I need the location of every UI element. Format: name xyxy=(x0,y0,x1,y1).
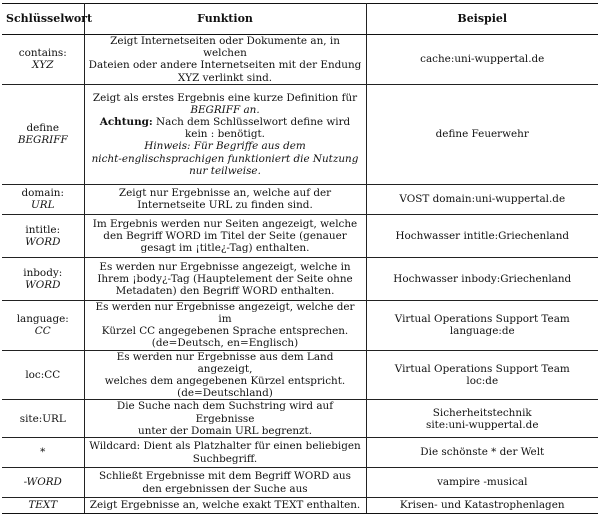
function-text: gesagt im ¡title¿-Tag) enthalten. xyxy=(140,241,310,254)
keyword-param: WORD xyxy=(25,278,61,291)
keyword-text: -WORD xyxy=(23,476,62,489)
example-text: Die schönste * der Welt xyxy=(420,446,545,459)
function-text: welches dem angegebenen Kürzel entspricht. xyxy=(104,375,346,388)
example-text: language:de xyxy=(449,325,515,338)
keyword-text: define xyxy=(26,122,60,135)
function-text: Es werden nur Ergebnisse angezeigt, welche in xyxy=(99,260,351,273)
example-cell xyxy=(366,350,598,400)
keyword-text: language: xyxy=(16,313,69,326)
keyword-text: contains: xyxy=(18,47,67,60)
function-text: Zeigt Internetseiten oder Dokumente an, in welchen xyxy=(110,35,340,60)
keyword-cell xyxy=(2,214,84,257)
function-text: Internetseite URL zu finden sind. xyxy=(137,199,313,212)
function-text: Suchbegriff. xyxy=(192,452,258,465)
function-text: kein : benötigt. xyxy=(185,128,265,141)
table-row xyxy=(2,35,598,85)
function-hint: Hinweis: Für Begriffe aus dem xyxy=(144,140,306,153)
function-cell xyxy=(84,214,366,257)
example-cell xyxy=(366,438,598,468)
function-cell xyxy=(84,257,366,300)
table-row xyxy=(2,84,598,184)
keyword-text: loc:CC xyxy=(25,368,61,381)
keyword-cell xyxy=(2,468,84,498)
function-text: Die Suche nach dem Suchstring wird auf Ergebnisse xyxy=(116,400,334,425)
function-cell xyxy=(84,438,366,468)
function-text: Ihrem ¡body¿-Tag (Hauptelement der Seite ohne xyxy=(97,272,353,285)
header-example: Beispiel xyxy=(366,4,598,35)
keyword-cell xyxy=(2,400,84,438)
example-cell xyxy=(366,300,598,350)
example-text: Sicherheitstechnik xyxy=(432,406,532,419)
example-text: Krisen- und Katastrophenlagen xyxy=(399,499,565,512)
table-row xyxy=(2,257,598,300)
example-text: cache:uni-wuppertal.de xyxy=(420,53,545,66)
example-cell xyxy=(366,498,598,514)
keyword-text: * xyxy=(40,446,46,459)
function-text: Kürzel CC angegebenen Sprache entsprechen. xyxy=(101,325,349,338)
function-cell xyxy=(84,498,366,514)
function-text: Schließt Ergebnisse mit dem Begriff WORD aus xyxy=(99,470,351,483)
example-text: Virtual Operations Support Team xyxy=(394,313,570,326)
keyword-table xyxy=(2,3,598,514)
example-cell xyxy=(366,468,598,498)
function-text: Zeigt Ergebnisse an, welche exakt TEXT enthalten. xyxy=(89,499,361,512)
example-cell xyxy=(366,214,598,257)
keyword-cell xyxy=(2,35,84,85)
keyword-param: BEGRIFF xyxy=(17,134,68,147)
example-cell xyxy=(366,257,598,300)
function-cell xyxy=(84,400,366,438)
table-row xyxy=(2,184,598,214)
function-text: (de=Deutsch, en=Englisch) xyxy=(151,337,299,350)
function-cell xyxy=(84,35,366,85)
keyword-cell xyxy=(2,184,84,214)
keyword-cell xyxy=(2,300,84,350)
function-text: Wildcard: Dient als Platzhalter für einen beliebigen xyxy=(89,440,361,453)
table-row xyxy=(2,438,598,468)
example-cell xyxy=(366,184,598,214)
keyword-param: WORD xyxy=(25,235,61,248)
header-keyword: Schlüsselwort xyxy=(2,4,84,35)
keyword-cell xyxy=(2,350,84,400)
keyword-text: inbody: xyxy=(23,266,63,279)
function-cell xyxy=(84,84,366,184)
keyword-cell xyxy=(2,84,84,184)
function-cell xyxy=(84,350,366,400)
function-text: Dateien oder andere Internetseiten mit der Endung xyxy=(88,59,362,72)
table-header-row xyxy=(2,4,598,35)
example-cell xyxy=(366,400,598,438)
function-text: Im Ergebnis werden nur Seiten angezeigt, welche xyxy=(92,217,358,230)
function-cell xyxy=(84,184,366,214)
example-text: loc:de xyxy=(466,375,499,388)
function-warning xyxy=(89,116,362,128)
function-text: Es werden nur Ergebnisse angezeigt, welche der im xyxy=(95,300,355,326)
warning-label: Achtung: xyxy=(99,116,153,128)
function-text: (de=Deutschland) xyxy=(177,387,273,400)
table-row xyxy=(2,498,598,514)
function-hint: nur teilweise. xyxy=(189,164,261,177)
function-text: Zeigt nur Ergebnisse an, welche auf der xyxy=(118,187,332,200)
function-text: XYZ verlinkt sind. xyxy=(177,71,273,84)
table-row xyxy=(2,400,598,438)
example-text: Virtual Operations Support Team xyxy=(394,362,570,375)
function-text: den Begriff WORD im Titel der Seite (genauer xyxy=(103,229,347,242)
example-text: vampire -musical xyxy=(437,476,528,489)
example-text: define Feuerwehr xyxy=(435,128,529,141)
keyword-text: site:URL xyxy=(19,412,66,425)
function-text: unter der Domain URL begrenzt. xyxy=(138,424,312,437)
keyword-param: URL xyxy=(31,199,55,212)
keyword-text: intitle: xyxy=(25,223,61,236)
function-text: Zeigt als erstes Ergebnis eine kurze Definition für xyxy=(92,91,358,104)
warning-text: Nach dem Schlüsselwort define wird xyxy=(156,116,351,128)
keyword-param: CC xyxy=(34,325,51,338)
table-row xyxy=(2,214,598,257)
table-row xyxy=(2,300,598,350)
keyword-text: TEXT xyxy=(28,499,58,512)
function-cell xyxy=(84,300,366,350)
header-function: Funktion xyxy=(84,4,366,35)
keyword-cell xyxy=(2,257,84,300)
keyword-text: domain: xyxy=(21,187,64,200)
example-cell xyxy=(366,84,598,184)
function-hint: nicht-englischsprachigen funktioniert die Nutzung xyxy=(91,152,359,165)
keyword-cell xyxy=(2,438,84,468)
keyword-param: XYZ xyxy=(32,59,54,72)
function-text: den ergebnissen der Suche aus xyxy=(142,482,308,495)
table-row xyxy=(2,468,598,498)
example-text: site:uni-wuppertal.de xyxy=(425,418,539,431)
example-text: Hochwasser inbody:Griechenland xyxy=(393,272,572,285)
table-row xyxy=(2,350,598,400)
function-text: Es werden nur Ergebnisse aus dem Land angezeigt, xyxy=(116,350,334,375)
example-cell xyxy=(366,35,598,85)
keyword-cell xyxy=(2,498,84,514)
function-text: BEGRIFF an. xyxy=(190,103,260,116)
function-text: Metadaten) den Begriff WORD enthalten. xyxy=(115,284,335,297)
function-cell xyxy=(84,468,366,498)
example-text: Hochwasser intitle:Griechenland xyxy=(395,229,570,242)
example-text: VOST domain:uni-wuppertal.de xyxy=(399,193,566,206)
